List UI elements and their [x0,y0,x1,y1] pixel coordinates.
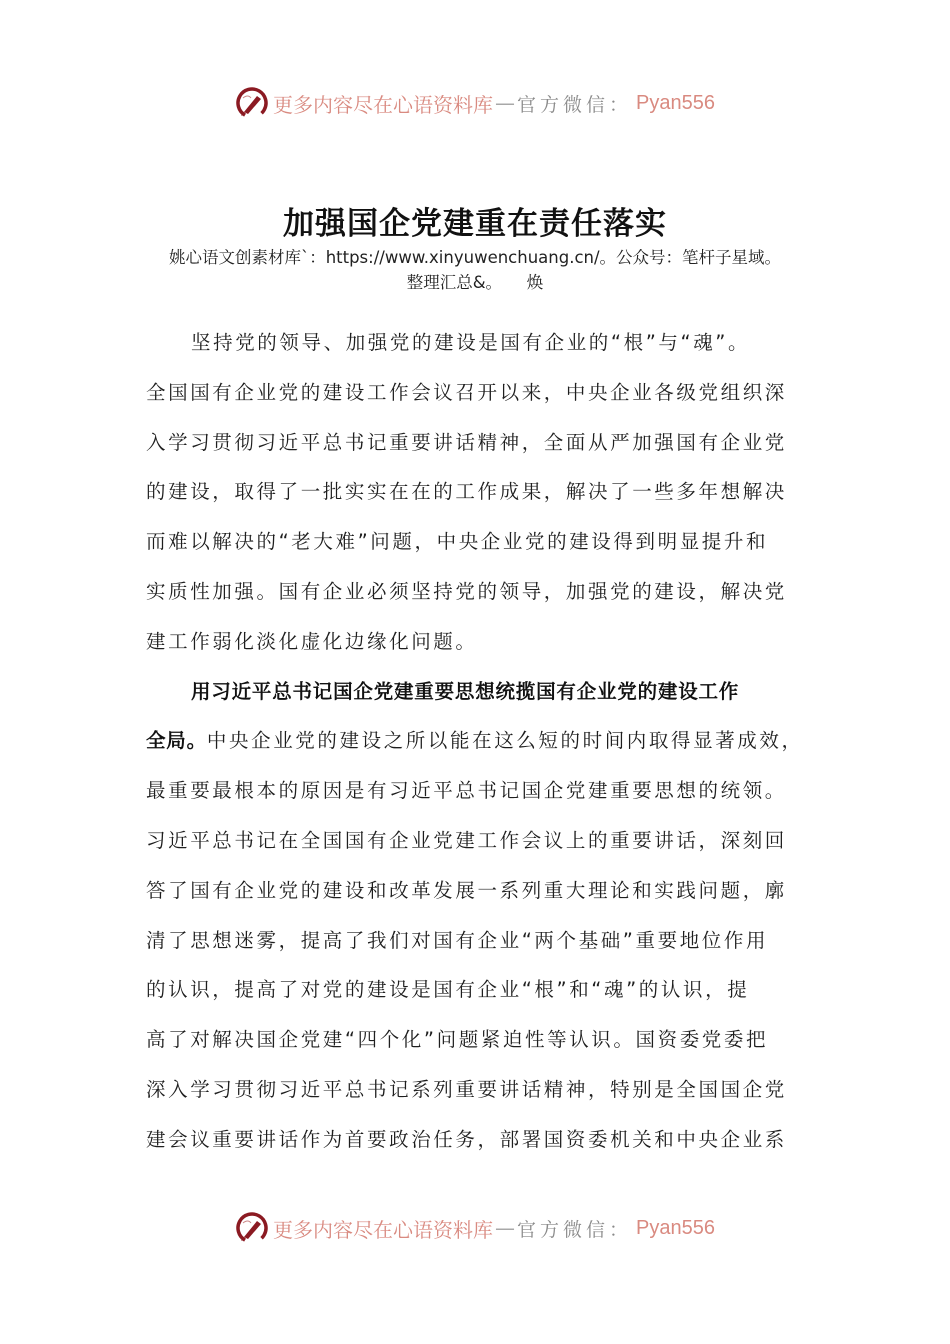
document-body [146,328,806,1175]
document-title: 加强国企党建重在责任落实 [283,206,667,242]
text-line: 高了对解决国企党建“四个化”问题紧迫性等认识。国资委党委把 [146,1028,769,1052]
dash-separator: — [495,91,515,115]
text-line: 实质性加强。国有企业必须坚持党的领导，加强党的建设，解决党 [146,579,787,603]
text-line [146,677,806,727]
text-line: 坚持党的领导、加强党的建设是国有企业的“根”与“魂”。 [191,331,751,354]
document-subtitle [0,245,950,295]
paragraph-2 [146,677,806,1175]
section-heading-bold-end: 全局。 [146,729,207,753]
paragraph-1 [146,328,806,677]
text-line [146,726,806,776]
promo-text: 更多内容尽在心语资料库 [273,1217,493,1242]
text-line: 全国国有企业党的建设工作会议召开以来，中央企业各级党组织深 [146,380,787,404]
quill-pen-logo-icon [235,86,269,120]
text-line: 入学习贯彻习近平总书记重要讲话精神，全面从严加强国有企业党 [146,430,787,454]
text-line: 最重要最根本的原因是有习近平总书记国企党建重要思想的统领。 [146,779,787,803]
text-line: 而难以解决的“老大难”问题，中央企业党的建设得到明显提升和 [146,530,769,554]
official-wechat-label: 官方微信： [517,1218,633,1241]
official-wechat-label: 官方微信： [517,93,633,116]
wechat-id: Pyan556 [636,1216,715,1239]
text-line: 清了思想迷雾，提高了我们对国有企业“两个基础”重要地位作用 [146,928,769,952]
wechat-id: Pyan556 [636,91,715,114]
text-run: 中央企业党的建设之所以能在这么短的时间内取得显著成效， [206,729,804,753]
text-line: 的认识，提高了对党的建设是国有企业“根”和“魂”的认识，提 [146,978,750,1002]
subtitle-source-line: 姚心语文创素材库`：https://www.xinyuwenchuang.cn/。公众号：笔杆子星域。 [168,248,782,267]
subtitle-compiler-line: 整理汇总&。 焕 [406,273,544,292]
text-line: 深入学习贯彻习近平总书记系列重要讲话精神，特别是全国国企党 [146,1077,787,1101]
text-line: 建会议重要讲话作为首要政治任务，部署国资委机关和中央企业系 [146,1127,787,1151]
header-watermark-banner [0,83,950,123]
text-line: 的建设，取得了一批实实在在的工作成果，解决了一些多年想解决 [146,480,787,504]
text-line: 习近平总书记在全国国有企业党建工作会议上的重要讲话，深刻回 [146,828,787,852]
dash-separator: — [495,1216,515,1240]
quill-pen-logo-icon [235,1211,269,1245]
text-line: 答了国有企业党的建设和改革发展一系列重大理论和实践问题，廓 [146,878,787,902]
text-line: 建工作弱化淡化虚化边缘化问题。 [146,629,478,653]
footer-watermark-banner [0,1208,950,1248]
promo-text: 更多内容尽在心语资料库 [273,92,493,117]
section-heading-bold: 用习近平总书记国企党建重要思想统揽国有企业党的建设工作 [191,679,740,703]
